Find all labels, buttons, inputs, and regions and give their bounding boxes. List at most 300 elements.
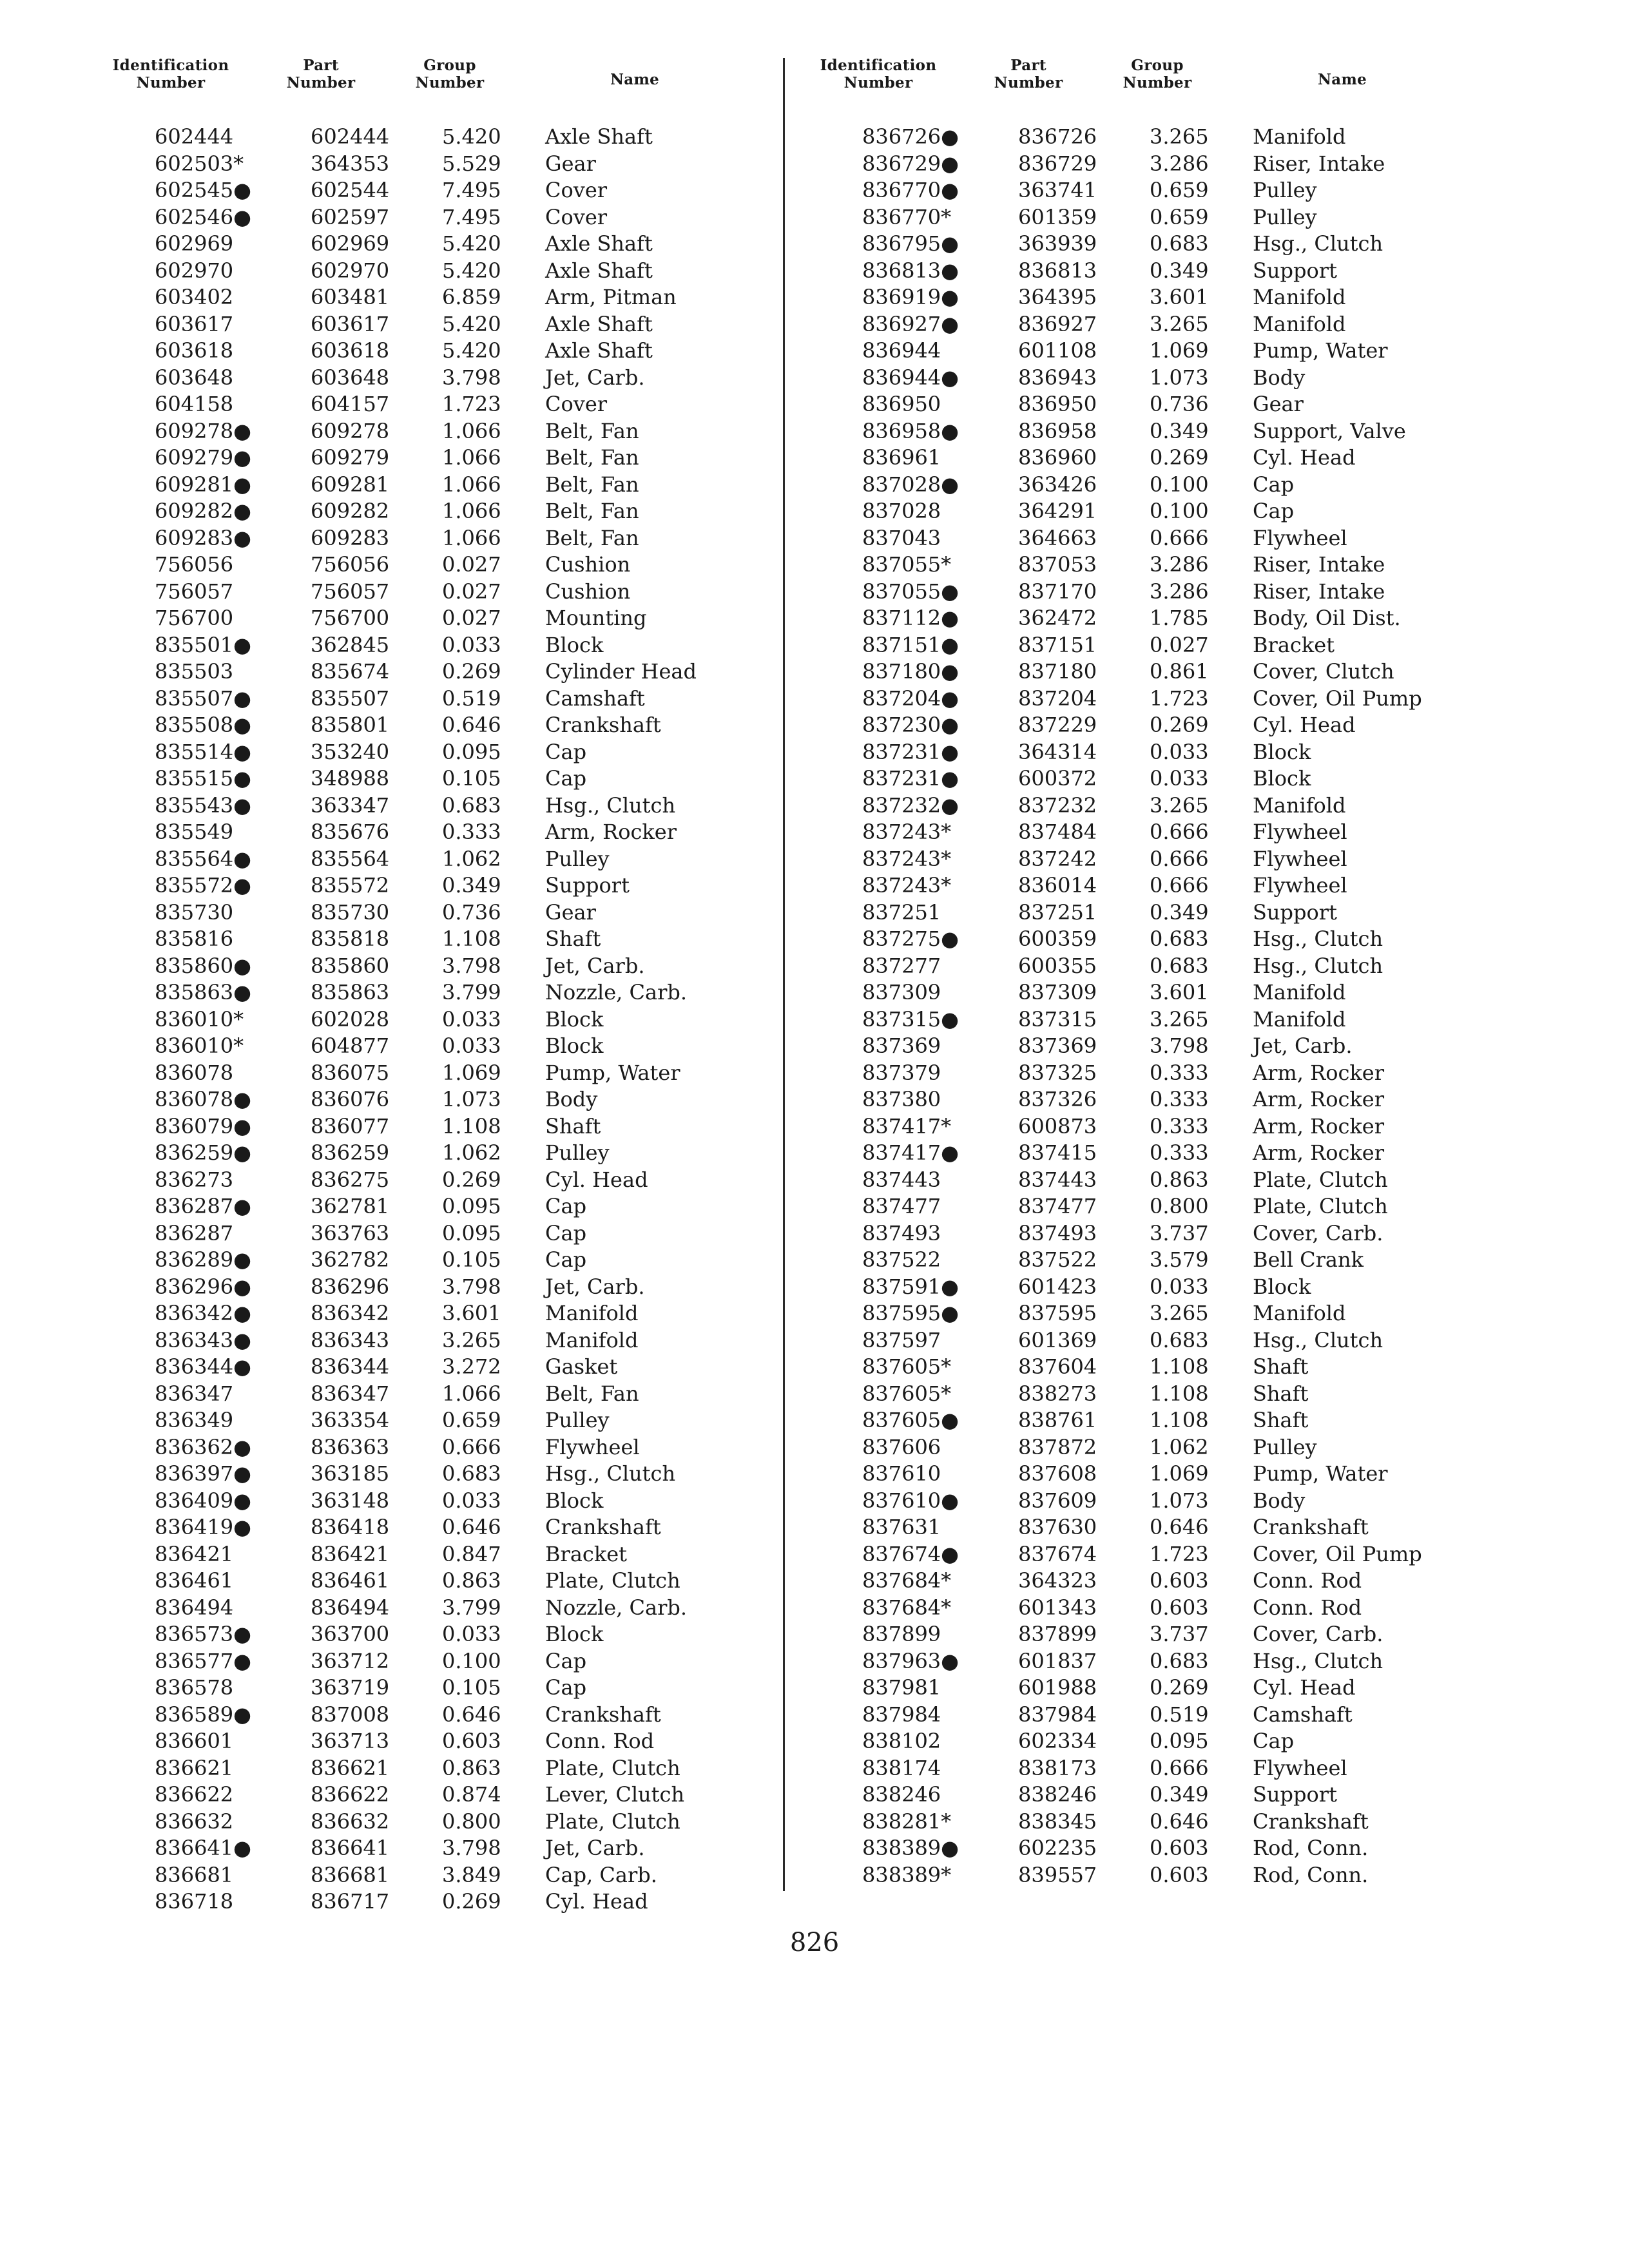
identification-number-cell: 836397● (155, 1461, 252, 1486)
name-cell: Manifold (1253, 285, 1346, 309)
identification-number-cell: 836079● (155, 1113, 252, 1139)
name-cell: Manifold (1253, 124, 1346, 149)
identification-number-cell: 609281● (155, 472, 252, 497)
table-row (110, 472, 780, 499)
table-row (817, 1033, 1487, 1060)
part-number-cell: 838345 (1018, 1809, 1097, 1834)
table-row (817, 1381, 1487, 1408)
identification-number-cell: 836273 (155, 1167, 234, 1192)
table-row (817, 445, 1487, 472)
identification-number-cell: 836296● (155, 1274, 252, 1299)
table-row (817, 1488, 1487, 1515)
name-cell: Axle Shaft (545, 258, 653, 283)
part-number-cell: 609282 (311, 499, 390, 523)
identification-number-cell: 837231● (862, 739, 959, 764)
table-row (110, 1809, 780, 1836)
identification-number-cell: 603617 (155, 311, 234, 336)
table-row (817, 1354, 1487, 1381)
name-cell: Gear (545, 151, 596, 176)
group-number-cell: 0.349 (1150, 258, 1209, 283)
identification-number-cell: 756057 (155, 579, 234, 604)
name-cell: Cap (545, 1194, 587, 1218)
table-row (110, 311, 780, 338)
table-row (110, 793, 780, 820)
part-number-cell: 835801 (311, 713, 390, 737)
name-cell: Shaft (545, 927, 601, 951)
name-cell: Block (545, 1622, 604, 1646)
table-row (110, 1220, 780, 1247)
identification-number-cell: 837055* (862, 552, 952, 577)
right-parts-list (817, 124, 1487, 1888)
part-number-cell: 837326 (1018, 1087, 1097, 1111)
table-row (817, 926, 1487, 953)
table-row (110, 525, 780, 552)
group-number-cell: 0.027 (442, 606, 501, 630)
table-row (817, 552, 1487, 579)
part-number-cell: 348988 (311, 766, 390, 791)
identification-number-cell: 835860● (155, 953, 252, 978)
table-row (817, 686, 1487, 713)
table-row (110, 1461, 780, 1488)
group-number-cell: 1.069 (442, 1060, 501, 1085)
identification-number-cell: 837315● (862, 1006, 959, 1032)
name-cell: Belt, Fan (545, 472, 639, 497)
part-number-cell: 836347 (311, 1381, 390, 1406)
part-number-cell: 600372 (1018, 766, 1097, 791)
part-number-cell: 362782 (311, 1247, 390, 1272)
group-number-cell: 0.683 (442, 793, 501, 818)
group-number-cell: 0.666 (1150, 1755, 1209, 1780)
group-number-cell: 5.420 (442, 124, 501, 149)
part-number-cell: 363713 (311, 1729, 390, 1753)
name-cell: Body, Oil Dist. (1253, 606, 1401, 630)
name-cell: Pulley (1253, 1434, 1317, 1459)
group-number-cell: 0.333 (1150, 1087, 1209, 1111)
table-row (110, 872, 780, 899)
name-cell: Jet, Carb. (1253, 1033, 1353, 1058)
part-number-cell: 838173 (1018, 1755, 1097, 1780)
group-number-cell: 0.603 (1150, 1568, 1209, 1593)
group-number-cell: 1.073 (442, 1087, 501, 1111)
name-cell: Plate, Clutch (545, 1809, 680, 1834)
group-number-cell: 0.269 (1150, 713, 1209, 737)
part-number-cell: 363354 (311, 1408, 390, 1432)
group-number-cell: 0.349 (1150, 418, 1209, 443)
part-number-cell: 603617 (311, 311, 390, 336)
name-cell: Cap (545, 1247, 587, 1272)
part-number-cell: 364291 (1018, 499, 1097, 523)
name-cell: Support, Valve (1253, 418, 1406, 443)
name-cell: Arm, Rocker (1253, 1060, 1384, 1085)
table-row (110, 579, 780, 606)
table-row (817, 1702, 1487, 1729)
identification-number-cell: 836958● (862, 418, 959, 443)
group-number-cell: 1.066 (442, 525, 501, 550)
group-number-cell: 0.349 (1150, 1782, 1209, 1807)
group-number-cell: 0.603 (1150, 1595, 1209, 1620)
name-cell: Cushion (545, 552, 631, 577)
table-row (110, 258, 780, 285)
identification-number-cell: 837055● (862, 579, 959, 604)
name-cell: Crankshaft (545, 713, 661, 737)
identification-number-cell: 837243* (862, 846, 952, 871)
part-number-cell: 836632 (311, 1809, 390, 1834)
group-number-cell: 0.349 (1150, 899, 1209, 925)
name-cell: Bell Crank (1253, 1247, 1364, 1272)
group-number-cell: 3.798 (442, 1836, 501, 1860)
header-part-number: Part Number (994, 57, 1063, 91)
table-row (817, 258, 1487, 285)
table-row (817, 1060, 1487, 1087)
group-number-cell: 3.798 (442, 365, 501, 390)
group-number-cell: 0.519 (1150, 1702, 1209, 1727)
part-number-cell: 364395 (1018, 285, 1097, 309)
group-number-cell: 1.066 (442, 499, 501, 523)
identification-number-cell: 602545● (155, 178, 252, 202)
table-row (817, 605, 1487, 632)
identification-number-cell: 609282● (155, 499, 252, 523)
name-cell: Arm, Rocker (1253, 1140, 1384, 1165)
identification-number-cell: 837417* (862, 1113, 952, 1139)
identification-number-cell: 835514● (155, 739, 252, 764)
group-number-cell: 0.646 (442, 713, 501, 737)
part-number-cell: 836927 (1018, 311, 1097, 336)
group-number-cell: 0.027 (442, 579, 501, 604)
table-row (110, 739, 780, 766)
name-cell: Support (545, 873, 630, 898)
group-number-cell: 3.265 (1150, 1301, 1209, 1325)
identification-number-cell: 835816 (155, 927, 234, 951)
header-name: Name (1317, 71, 1367, 88)
part-number-cell: 837309 (1018, 980, 1097, 1004)
group-number-cell: 0.683 (1150, 231, 1209, 256)
identification-number-cell: 836795● (862, 231, 959, 256)
left-column (110, 57, 780, 1916)
part-number-cell: 600359 (1018, 927, 1097, 951)
table-row (110, 1595, 780, 1622)
part-number-cell: 836075 (311, 1060, 390, 1085)
group-number-cell: 1.723 (1150, 686, 1209, 711)
identification-number-cell: 756056 (155, 552, 234, 577)
group-number-cell: 0.033 (1150, 1274, 1209, 1299)
table-row (110, 1621, 780, 1648)
table-row (817, 1809, 1487, 1836)
part-number-cell: 837204 (1018, 686, 1097, 711)
part-number-cell: 837443 (1018, 1167, 1097, 1192)
part-number-cell: 835507 (311, 686, 390, 711)
part-number-cell: 837984 (1018, 1702, 1097, 1727)
group-number-cell: 3.265 (442, 1327, 501, 1352)
group-number-cell: 3.601 (1150, 285, 1209, 309)
group-number-cell: 3.286 (1150, 552, 1209, 577)
part-number-cell: 609279 (311, 445, 390, 470)
identification-number-cell: 836770● (862, 178, 959, 202)
table-row (817, 658, 1487, 686)
identification-number-cell: 837595● (862, 1301, 959, 1325)
name-cell: Rod, Conn. (1253, 1862, 1369, 1887)
group-number-cell: 0.800 (1150, 1194, 1209, 1218)
group-number-cell: 0.659 (1150, 204, 1209, 229)
part-number-cell: 837053 (1018, 552, 1097, 577)
group-number-cell: 3.265 (1150, 1006, 1209, 1032)
table-row (817, 579, 1487, 606)
part-number-cell: 837242 (1018, 846, 1097, 871)
table-row (817, 177, 1487, 204)
part-number-cell: 836342 (311, 1301, 390, 1325)
group-number-cell: 3.286 (1150, 579, 1209, 604)
name-cell: Belt, Fan (545, 499, 639, 523)
identification-number-cell: 836622 (155, 1782, 234, 1807)
part-number-cell: 836717 (311, 1889, 390, 1914)
name-cell: Cyl. Head (545, 1167, 648, 1192)
group-number-cell: 0.666 (1150, 873, 1209, 898)
header-group-number: Group Number (415, 57, 485, 91)
table-row (110, 632, 780, 659)
group-number-cell: 3.286 (1150, 151, 1209, 176)
group-number-cell: 1.069 (1150, 1461, 1209, 1486)
table-row (110, 1648, 780, 1675)
group-number-cell: 1.073 (1150, 1488, 1209, 1513)
identification-number-cell: 836927● (862, 311, 959, 336)
identification-number-cell: 837591● (862, 1274, 959, 1299)
table-row (110, 1488, 780, 1515)
identification-number-cell: 835508● (155, 713, 252, 737)
table-row (817, 1595, 1487, 1622)
identification-number-cell: 837232● (862, 793, 959, 818)
group-number-cell: 0.603 (1150, 1862, 1209, 1887)
group-number-cell: 0.269 (1150, 1675, 1209, 1700)
part-number-cell: 363347 (311, 793, 390, 818)
identification-number-cell: 836632 (155, 1809, 234, 1834)
table-row (110, 1060, 780, 1087)
name-cell: Hsg., Clutch (545, 1461, 676, 1486)
table-row (110, 338, 780, 365)
table-row (817, 1113, 1487, 1140)
group-number-cell: 0.736 (442, 899, 501, 925)
group-number-cell: 3.265 (1150, 124, 1209, 149)
identification-number-cell: 604158 (155, 392, 234, 416)
table-row (110, 1541, 780, 1568)
name-cell: Mounting (545, 606, 647, 630)
header-identification-number: Identification Number (820, 57, 937, 91)
group-number-cell: 0.863 (1150, 1167, 1209, 1192)
name-cell: Cover, Carb. (1253, 1220, 1383, 1245)
name-cell: Shaft (1253, 1381, 1309, 1406)
name-cell: Camshaft (545, 686, 645, 711)
name-cell: Block (545, 1006, 604, 1032)
group-number-cell: 1.108 (1150, 1408, 1209, 1432)
identification-number-cell: 837243* (862, 820, 952, 844)
identification-number-cell: 837981 (862, 1675, 941, 1700)
left-parts-list (110, 124, 780, 1916)
identification-number-cell: 836681 (155, 1862, 234, 1887)
name-cell: Block (545, 632, 604, 657)
name-cell: Flywheel (1253, 1755, 1347, 1780)
name-cell: Cap (545, 1675, 587, 1700)
name-cell: Flywheel (1253, 820, 1347, 844)
part-number-cell: 363939 (1018, 231, 1097, 256)
identification-number-cell: 837043 (862, 525, 941, 550)
table-row (110, 1514, 780, 1541)
part-number-cell: 836421 (311, 1541, 390, 1566)
part-number-cell: 837170 (1018, 579, 1097, 604)
table-row (110, 1862, 780, 1889)
column-divider (783, 58, 785, 1891)
part-number-cell: 837630 (1018, 1515, 1097, 1539)
part-number-cell: 609278 (311, 418, 390, 443)
group-number-cell: 0.683 (1150, 953, 1209, 978)
identification-number-cell: 836729● (862, 151, 959, 176)
table-row (110, 552, 780, 579)
table-row (110, 1434, 780, 1461)
identification-number-cell: 835507● (155, 686, 252, 711)
name-cell: Manifold (1253, 1006, 1346, 1032)
table-row (110, 1381, 780, 1408)
group-number-cell: 7.495 (442, 178, 501, 202)
part-number-cell: 836729 (1018, 151, 1097, 176)
part-number-cell: 836076 (311, 1087, 390, 1111)
identification-number-cell: 837597 (862, 1327, 941, 1352)
group-number-cell: 1.066 (442, 418, 501, 443)
part-number-cell: 836958 (1018, 418, 1097, 443)
identification-number-cell: 838281* (862, 1809, 952, 1834)
table-row (110, 418, 780, 445)
table-row (817, 1675, 1487, 1702)
part-number-cell: 363426 (1018, 472, 1097, 497)
table-row (817, 872, 1487, 899)
identification-number-cell: 837112● (862, 606, 959, 630)
table-row (110, 765, 780, 793)
table-row (110, 284, 780, 311)
identification-number-cell: 837631 (862, 1515, 941, 1539)
name-cell: Riser, Intake (1253, 552, 1385, 577)
group-number-cell: 5.420 (442, 311, 501, 336)
group-number-cell: 0.095 (1150, 1729, 1209, 1753)
group-number-cell: 3.272 (442, 1354, 501, 1379)
group-number-cell: 0.100 (1150, 472, 1209, 497)
identification-number-cell: 837230● (862, 713, 959, 737)
identification-number-cell: 836362● (155, 1434, 252, 1459)
group-number-cell: 0.683 (1150, 1327, 1209, 1352)
group-number-cell: 1.069 (1150, 338, 1209, 363)
identification-number-cell: 837606 (862, 1434, 941, 1459)
table-row (817, 365, 1487, 392)
identification-number-cell: 836961 (862, 445, 941, 470)
table-row (110, 1702, 780, 1729)
identification-number-cell: 836344● (155, 1354, 252, 1379)
group-number-cell: 6.859 (442, 285, 501, 309)
name-cell: Crankshaft (545, 1702, 661, 1727)
group-number-cell: 3.265 (1150, 311, 1209, 336)
name-cell: Rod, Conn. (1253, 1836, 1369, 1860)
identification-number-cell: 602444 (155, 124, 234, 149)
group-number-cell: 0.659 (1150, 178, 1209, 202)
name-cell: Pulley (545, 846, 610, 871)
header-group-number: Group Number (1123, 57, 1192, 91)
part-number-cell: 836622 (311, 1782, 390, 1807)
identification-number-cell: 835543● (155, 793, 252, 818)
part-number-cell: 836259 (311, 1140, 390, 1165)
table-row (817, 1327, 1487, 1354)
group-number-cell: 0.646 (442, 1702, 501, 1727)
table-row (817, 1300, 1487, 1327)
group-number-cell: 0.603 (1150, 1836, 1209, 1860)
identification-number-cell: 835572● (155, 873, 252, 898)
identification-number-cell: 837204● (862, 686, 959, 711)
identification-number-cell: 836718 (155, 1889, 234, 1914)
table-row (817, 1434, 1487, 1461)
group-number-cell: 3.798 (442, 953, 501, 978)
table-row (110, 1354, 780, 1381)
part-number-cell: 837608 (1018, 1461, 1097, 1486)
part-number-cell: 602970 (311, 258, 390, 283)
table-row (817, 765, 1487, 793)
identification-number-cell: 837369 (862, 1033, 941, 1058)
name-cell: Cover, Oil Pump (1253, 686, 1422, 711)
table-row (817, 1568, 1487, 1595)
part-number-cell: 837369 (1018, 1033, 1097, 1058)
identification-number-cell: 836289● (155, 1247, 252, 1272)
table-row (817, 1193, 1487, 1220)
group-number-cell: 3.737 (1150, 1220, 1209, 1245)
part-number-cell: 756057 (311, 579, 390, 604)
name-cell: Cover (545, 178, 608, 202)
name-cell: Axle Shaft (545, 311, 653, 336)
part-number-cell: 836077 (311, 1113, 390, 1139)
identification-number-cell: 835730 (155, 899, 234, 925)
part-number-cell: 600873 (1018, 1113, 1097, 1139)
identification-number-cell: 837277 (862, 953, 941, 978)
identification-number-cell: 837684* (862, 1595, 952, 1620)
part-number-cell: 836494 (311, 1595, 390, 1620)
part-number-cell: 837609 (1018, 1488, 1097, 1513)
table-row (110, 1568, 780, 1595)
table-row (110, 231, 780, 258)
group-number-cell: 0.333 (1150, 1060, 1209, 1085)
identification-number-cell: 836287 (155, 1220, 234, 1245)
name-cell: Manifold (1253, 980, 1346, 1004)
name-cell: Jet, Carb. (545, 953, 645, 978)
table-row (817, 391, 1487, 418)
group-number-cell: 0.861 (1150, 659, 1209, 684)
part-number-cell: 838246 (1018, 1782, 1097, 1807)
name-cell: Manifold (1253, 793, 1346, 818)
name-cell: Arm, Rocker (1253, 1087, 1384, 1111)
part-number-cell: 602334 (1018, 1729, 1097, 1753)
table-row (817, 1086, 1487, 1113)
part-number-cell: 837477 (1018, 1194, 1097, 1218)
part-number-cell: 837415 (1018, 1140, 1097, 1165)
identification-number-cell: 602503* (155, 151, 244, 176)
group-number-cell: 1.062 (1150, 1434, 1209, 1459)
group-number-cell: 0.269 (1150, 445, 1209, 470)
name-cell: Block (1253, 766, 1311, 791)
identification-number-cell: 835503 (155, 659, 234, 684)
group-number-cell: 1.723 (1150, 1541, 1209, 1566)
group-number-cell: 0.736 (1150, 392, 1209, 416)
part-number-cell: 836343 (311, 1327, 390, 1352)
part-number-cell: 837872 (1018, 1434, 1097, 1459)
part-number-cell: 836014 (1018, 873, 1097, 898)
table-row (817, 1862, 1487, 1889)
name-cell: Pump, Water (1253, 1461, 1388, 1486)
table-row (817, 338, 1487, 365)
part-number-cell: 837008 (311, 1702, 390, 1727)
group-number-cell: 0.105 (442, 1675, 501, 1700)
table-row (817, 899, 1487, 927)
part-number-cell: 364353 (311, 151, 390, 176)
table-row (110, 204, 780, 231)
